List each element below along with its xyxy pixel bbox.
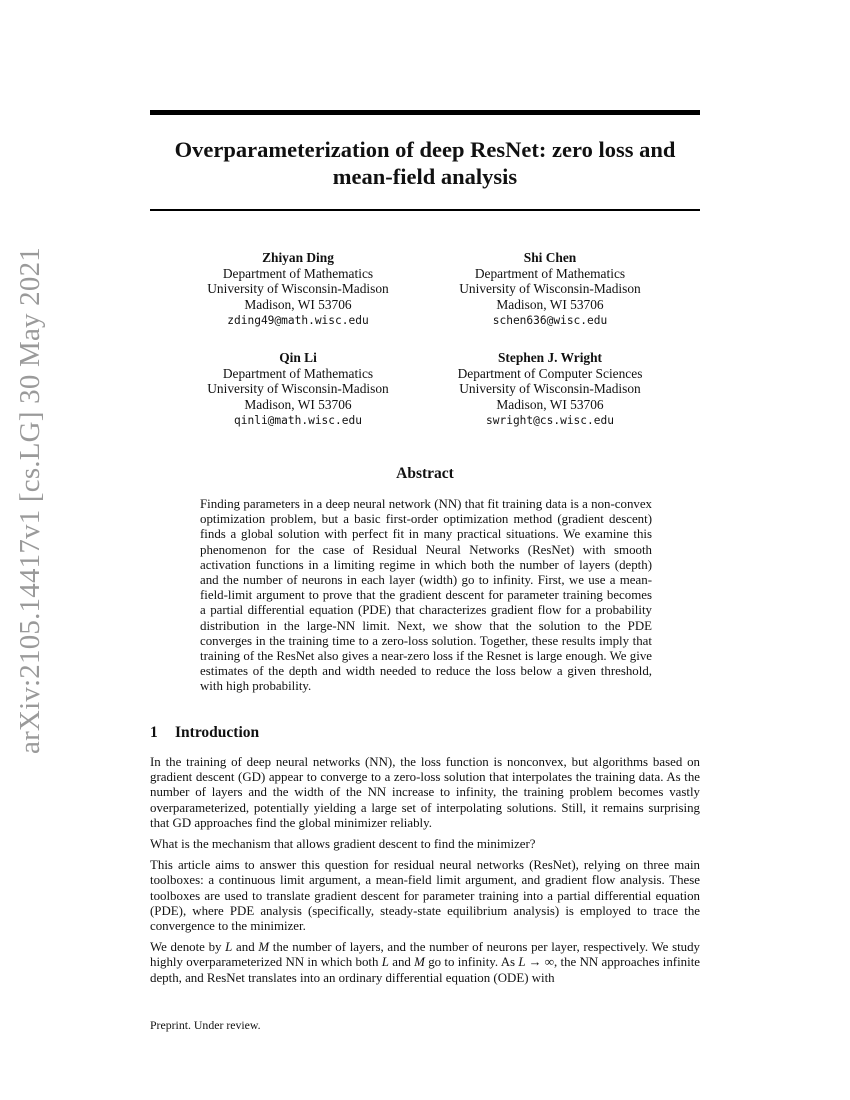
text-run: the number of layers, and the number of neurons per layer, respectively. We study highly overparameterized NN in which both <box>150 940 701 970</box>
abstract-text: Finding parameters in a deep neural network (NN) that fit training data is a non-convex optimization problem, but a basic first-order optimization method (gradient descent) finds a global solution with perfect fit in many practical situations. We examine this phenomenon for the case of Residual Neural Networks (ResNet) with smooth activation functions in a limiting regime in which both the number of layers (depth) and the number of neurons in each layer (width) go to infinity. First, we use a mean-field-limit argument to prove that the gradient descent for parameter training becomes a partial differential equation (PDE) that characterizes gradient flow for a probability distribution in the large-NN limit. Next, we show that the solution to the PDE converges in the training time to a zero-loss solution. Together, these results imply that training of the ResNet also gives a near-zero loss if the Resnet is large enough. We give estimates of the depth and width needed to reduce the loss below a given threshold, with high probability. <box>200 497 652 694</box>
math-symbol-l: L <box>381 955 389 970</box>
text-run: We denote by <box>150 940 226 955</box>
paragraph: What is the mechanism that allows gradient descent to find the minimizer? <box>150 837 536 852</box>
author-email[interactable]: zding49@math.wisc.edu <box>227 314 369 328</box>
text-run: go to infinity. As <box>424 955 519 970</box>
footer-note: Preprint. Under review. <box>150 1018 261 1032</box>
abstract-heading: Abstract <box>396 465 454 482</box>
author-university: University of Wisconsin-Madison <box>207 281 389 297</box>
section-number: 1 <box>150 724 158 741</box>
author-name: Zhiyan Ding <box>262 250 334 265</box>
author-email[interactable]: qinli@math.wisc.edu <box>234 414 362 428</box>
author-department: Department of Mathematics <box>474 265 626 281</box>
author-block <box>168 250 428 329</box>
paragraph <box>150 940 700 986</box>
math-limit: L → ∞ <box>518 955 554 970</box>
section-title: Introduction <box>175 724 260 741</box>
author-university: University of Wisconsin-Madison <box>459 281 641 297</box>
introduction-body <box>150 755 700 992</box>
author-department: Department of Computer Sciences <box>457 365 643 381</box>
text-run: and <box>388 955 415 970</box>
author-university: University of Wisconsin-Madison <box>207 381 389 397</box>
author-department: Department of Mathematics <box>222 365 374 381</box>
title-top-rule <box>150 110 700 115</box>
section-heading <box>150 724 700 742</box>
author-block <box>168 350 428 429</box>
math-symbol-m: M <box>258 940 270 955</box>
author-address: Madison, WI 53706 <box>496 296 604 312</box>
author-name: Stephen J. Wright <box>497 350 603 365</box>
arxiv-identifier: arXiv:2105.14417v1 [cs.LG] 30 May 2021 <box>13 246 46 754</box>
math-symbol-l: L <box>225 940 233 955</box>
author-email[interactable]: swright@cs.wisc.edu <box>486 414 614 428</box>
author-department: Department of Mathematics <box>222 265 374 281</box>
arxiv-side-stamp <box>12 246 48 754</box>
author-address: Madison, WI 53706 <box>244 296 352 312</box>
text-run: and <box>232 940 259 955</box>
title-bottom-rule <box>150 209 700 211</box>
title-line-1: Overparameterization of deep ResNet: zero loss and <box>174 137 676 162</box>
author-block <box>420 350 680 429</box>
title-line-2: mean-field analysis <box>332 164 518 189</box>
paper-title <box>150 136 700 190</box>
math-symbol-m: M <box>414 955 425 970</box>
text-run: , the NN approaches infinite depth, and ResNet translates into an ordinary differential equation (ODE) with <box>150 955 701 985</box>
paragraph: This article aims to answer this question for residual neural networks (ResNet), relying on three main toolboxes: a continuous limit argument, a mean-field limit argument, and gradient flow analysis. These toolboxes are used to translate gradient descent for parameter training into a partial differential equation (PDE), where PDE analysis (specifically, steady-state equilibrium analysis) is employed to trace the convergence to the minimizer. <box>150 858 700 934</box>
author-email[interactable]: schen636@wisc.edu <box>492 314 608 328</box>
author-address: Madison, WI 53706 <box>496 396 604 412</box>
author-university: University of Wisconsin-Madison <box>459 381 641 397</box>
paragraph: In the training of deep neural networks (NN), the loss function is nonconvex, but algorithms based on gradient descent (GD) appear to converge to a zero-loss solution that interpolates the training data. As the number of layers and the width of the NN increase to infinity, the training problem becomes vastly overparameterized, potentially yielding a large set of interpolating solutions. Still, it remains surprising that GD approaches find the global minimizer reliably. <box>150 755 700 830</box>
author-name: Shi Chen <box>523 250 577 265</box>
author-address: Madison, WI 53706 <box>244 396 352 412</box>
author-block <box>420 250 680 329</box>
author-name: Qin Li <box>279 350 317 365</box>
